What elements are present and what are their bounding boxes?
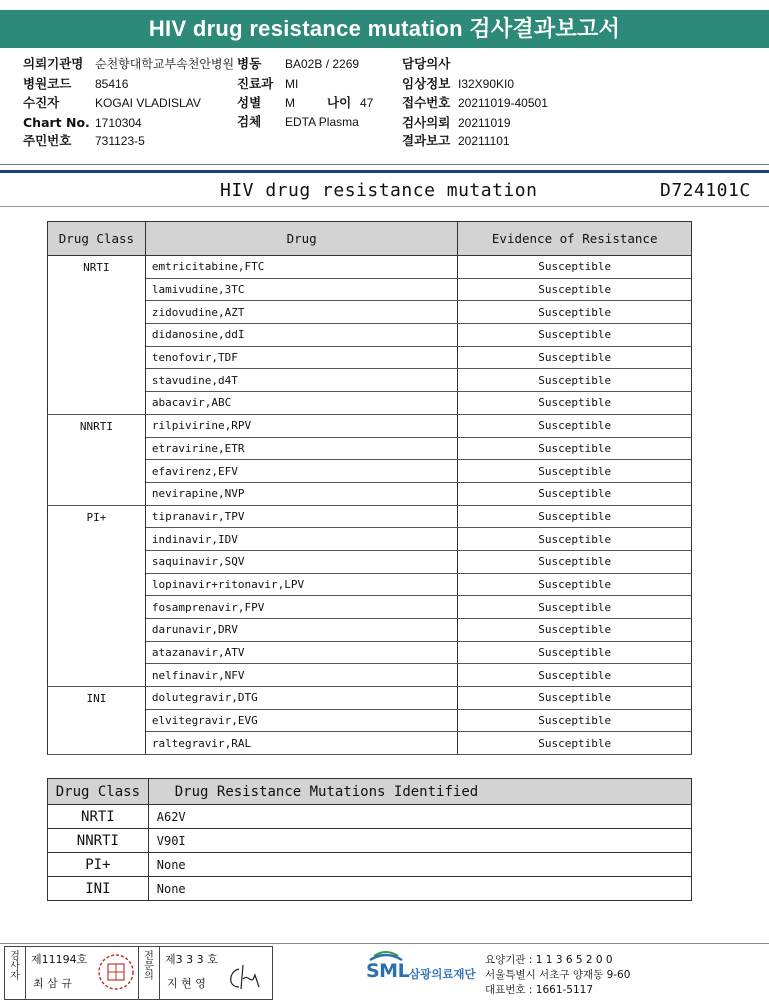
evidence-cell: Susceptible <box>458 619 692 642</box>
institution-value: 순천향대학교부속천안병원 <box>95 57 235 71</box>
divider <box>0 164 769 165</box>
evidence-cell: Susceptible <box>458 596 692 619</box>
evidence-cell: Susceptible <box>458 528 692 551</box>
table-row <box>48 805 692 829</box>
clinical-info-value: I32X90KI0 <box>458 77 515 91</box>
department-value: MI <box>285 77 299 91</box>
rrn-label: 주민번호 <box>23 133 72 148</box>
evidence-cell: Susceptible <box>458 256 692 279</box>
evidence-cell: Susceptible <box>458 641 692 664</box>
drug-class-cell: PI+ <box>48 505 146 687</box>
drug-cell: efavirenz,EFV <box>145 460 458 483</box>
clinical-info-label: 임상정보 <box>402 76 451 91</box>
tester-seal <box>95 950 137 998</box>
accession-label: 접수번호 <box>402 95 451 110</box>
report-header: HIV drug resistance mutation 검사결과보고서 <box>0 10 769 48</box>
mut-class-cell: INI <box>48 877 149 901</box>
mut-class-cell: PI+ <box>48 853 149 877</box>
hospital-code-label: 병원코드 <box>23 76 72 91</box>
sex-label: 성별 <box>237 95 262 110</box>
drug-cell: stavudine,d4T <box>145 369 458 392</box>
hospital-code-value: 85416 <box>95 77 129 91</box>
accession-value: 20211019-40501 <box>458 96 548 110</box>
evidence-cell: Susceptible <box>458 278 692 301</box>
mut-class-cell: NNRTI <box>48 829 149 853</box>
footer-line-2: 서울특별시 서초구 양재동 9-60 <box>485 969 631 981</box>
report-code: D724101C <box>660 180 751 201</box>
sex-value: M <box>285 96 295 110</box>
chart-value: 1710304 <box>95 116 142 130</box>
drug-cell: tenofovir,TDF <box>145 346 458 369</box>
resistance-table-body <box>48 256 692 755</box>
reported-label: 결과보고 <box>402 133 451 148</box>
drug-cell: rilpivirine,RPV <box>145 414 458 437</box>
evidence-cell: Susceptible <box>458 324 692 347</box>
footer-line-1: 요양기관 : 1 1 3 6 5 2 0 0 <box>485 954 613 966</box>
mut-value-cell: None <box>148 877 691 901</box>
evidence-cell: Susceptible <box>458 437 692 460</box>
patient-value: KOGAI VLADISLAV <box>95 96 201 110</box>
doctor-label: 담당의사 <box>402 56 451 71</box>
evidence-cell: Susceptible <box>458 664 692 687</box>
mut-value-cell: A62V <box>148 805 691 829</box>
reported-value: 20211101 <box>458 134 510 148</box>
table-row <box>48 414 692 437</box>
drug-cell: darunavir,DRV <box>145 619 458 642</box>
evidence-cell: Susceptible <box>458 550 692 573</box>
table-row <box>48 877 692 901</box>
ward-label: 병동 <box>237 56 262 71</box>
patient-label: 수진자 <box>23 95 60 110</box>
table-row <box>48 829 692 853</box>
mut-value-cell: V90I <box>148 829 691 853</box>
evidence-cell: Susceptible <box>458 392 692 415</box>
drug-cell: fosamprenavir,FPV <box>145 596 458 619</box>
table-row <box>48 505 692 528</box>
drug-cell: elvitegravir,EVG <box>145 709 458 732</box>
drug-cell: etravirine,ETR <box>145 437 458 460</box>
requested-value: 20211019 <box>458 116 511 130</box>
evidence-cell: Susceptible <box>458 301 692 324</box>
col-header-mutations: Drug Resistance Mutations Identified <box>148 779 691 805</box>
drug-cell: abacavir,ABC <box>145 392 458 415</box>
drug-class-cell: INI <box>48 687 146 755</box>
evidence-cell: Susceptible <box>458 732 692 755</box>
drug-class-cell: NNRTI <box>48 414 146 505</box>
signature-box <box>4 946 273 1000</box>
table-row <box>48 256 692 279</box>
evidence-cell: Susceptible <box>458 482 692 505</box>
evidence-cell: Susceptible <box>458 687 692 710</box>
institution-label: 의뢰기관명 <box>23 56 84 71</box>
sig-role-right <box>138 947 160 999</box>
evidence-cell: Susceptible <box>458 369 692 392</box>
divider-thick <box>0 170 769 173</box>
footer-line-3: 대표번호 : 1661-5117 <box>485 984 594 996</box>
sig-role-left <box>5 947 26 999</box>
drug-cell: nevirapine,NVP <box>145 482 458 505</box>
specimen-label: 검체 <box>237 114 262 129</box>
resistance-table <box>47 221 692 755</box>
requested-label: 검사의뢰 <box>402 115 451 130</box>
ward-value: BA02B / 2269 <box>285 57 360 71</box>
drug-cell: lopinavir+ritonavir,LPV <box>145 573 458 596</box>
title-divider <box>0 206 769 207</box>
evidence-cell: Susceptible <box>458 573 692 596</box>
mutation-table <box>47 778 692 901</box>
col-header-drug-class: Drug Class <box>48 222 146 256</box>
drug-cell: raltegravir,RAL <box>145 732 458 755</box>
specialist-signature <box>225 961 267 997</box>
report-title: HIV drug resistance mutation <box>220 180 538 201</box>
evidence-cell: Susceptible <box>458 460 692 483</box>
drug-cell: nelfinavir,NFV <box>145 664 458 687</box>
drug-cell: atazanavir,ATV <box>145 641 458 664</box>
drug-cell: tipranavir,TPV <box>145 505 458 528</box>
table-row <box>48 687 692 710</box>
col-header-mut-drug-class: Drug Class <box>48 779 149 805</box>
evidence-cell: Susceptible <box>458 346 692 369</box>
evidence-cell: Susceptible <box>458 505 692 528</box>
age-value: 47 <box>360 96 374 110</box>
specimen-value: EDTA Plasma <box>285 115 359 129</box>
tester-role: 검사자 <box>10 951 20 982</box>
table-row <box>48 853 692 877</box>
evidence-cell: Susceptible <box>458 414 692 437</box>
drug-cell: lamivudine,3TC <box>145 278 458 301</box>
specialist-role: 전문의 <box>144 951 154 982</box>
mut-class-cell: NRTI <box>48 805 149 829</box>
tester-license: 제11194호 <box>31 953 88 966</box>
col-header-drug: Drug <box>145 222 458 256</box>
evidence-cell: Susceptible <box>458 709 692 732</box>
drug-cell: saquinavir,SQV <box>145 550 458 573</box>
org-name: 삼광의료재단 <box>409 967 476 981</box>
specialist-name: 지 현 영 <box>167 977 206 990</box>
drug-cell: didanosine,ddI <box>145 324 458 347</box>
drug-cell: dolutegravir,DTG <box>145 687 458 710</box>
drug-class-cell: NRTI <box>48 256 146 415</box>
drug-cell: indinavir,IDV <box>145 528 458 551</box>
specialist-license: 제3 3 3 호 <box>165 953 218 966</box>
rrn-value: 731123-5 <box>95 134 145 148</box>
drug-cell: zidovudine,AZT <box>145 301 458 324</box>
tester-name: 최 삼 규 <box>33 977 72 990</box>
col-header-evidence: Evidence of Resistance <box>458 222 692 256</box>
age-label: 나이 <box>327 95 352 110</box>
drug-cell: emtricitabine,FTC <box>145 256 458 279</box>
footer-divider <box>0 943 769 944</box>
sml-logo-text: SML <box>366 960 410 982</box>
chart-label: Chart No. <box>23 115 90 130</box>
mut-value-cell: None <box>148 853 691 877</box>
department-label: 진료과 <box>237 76 274 91</box>
